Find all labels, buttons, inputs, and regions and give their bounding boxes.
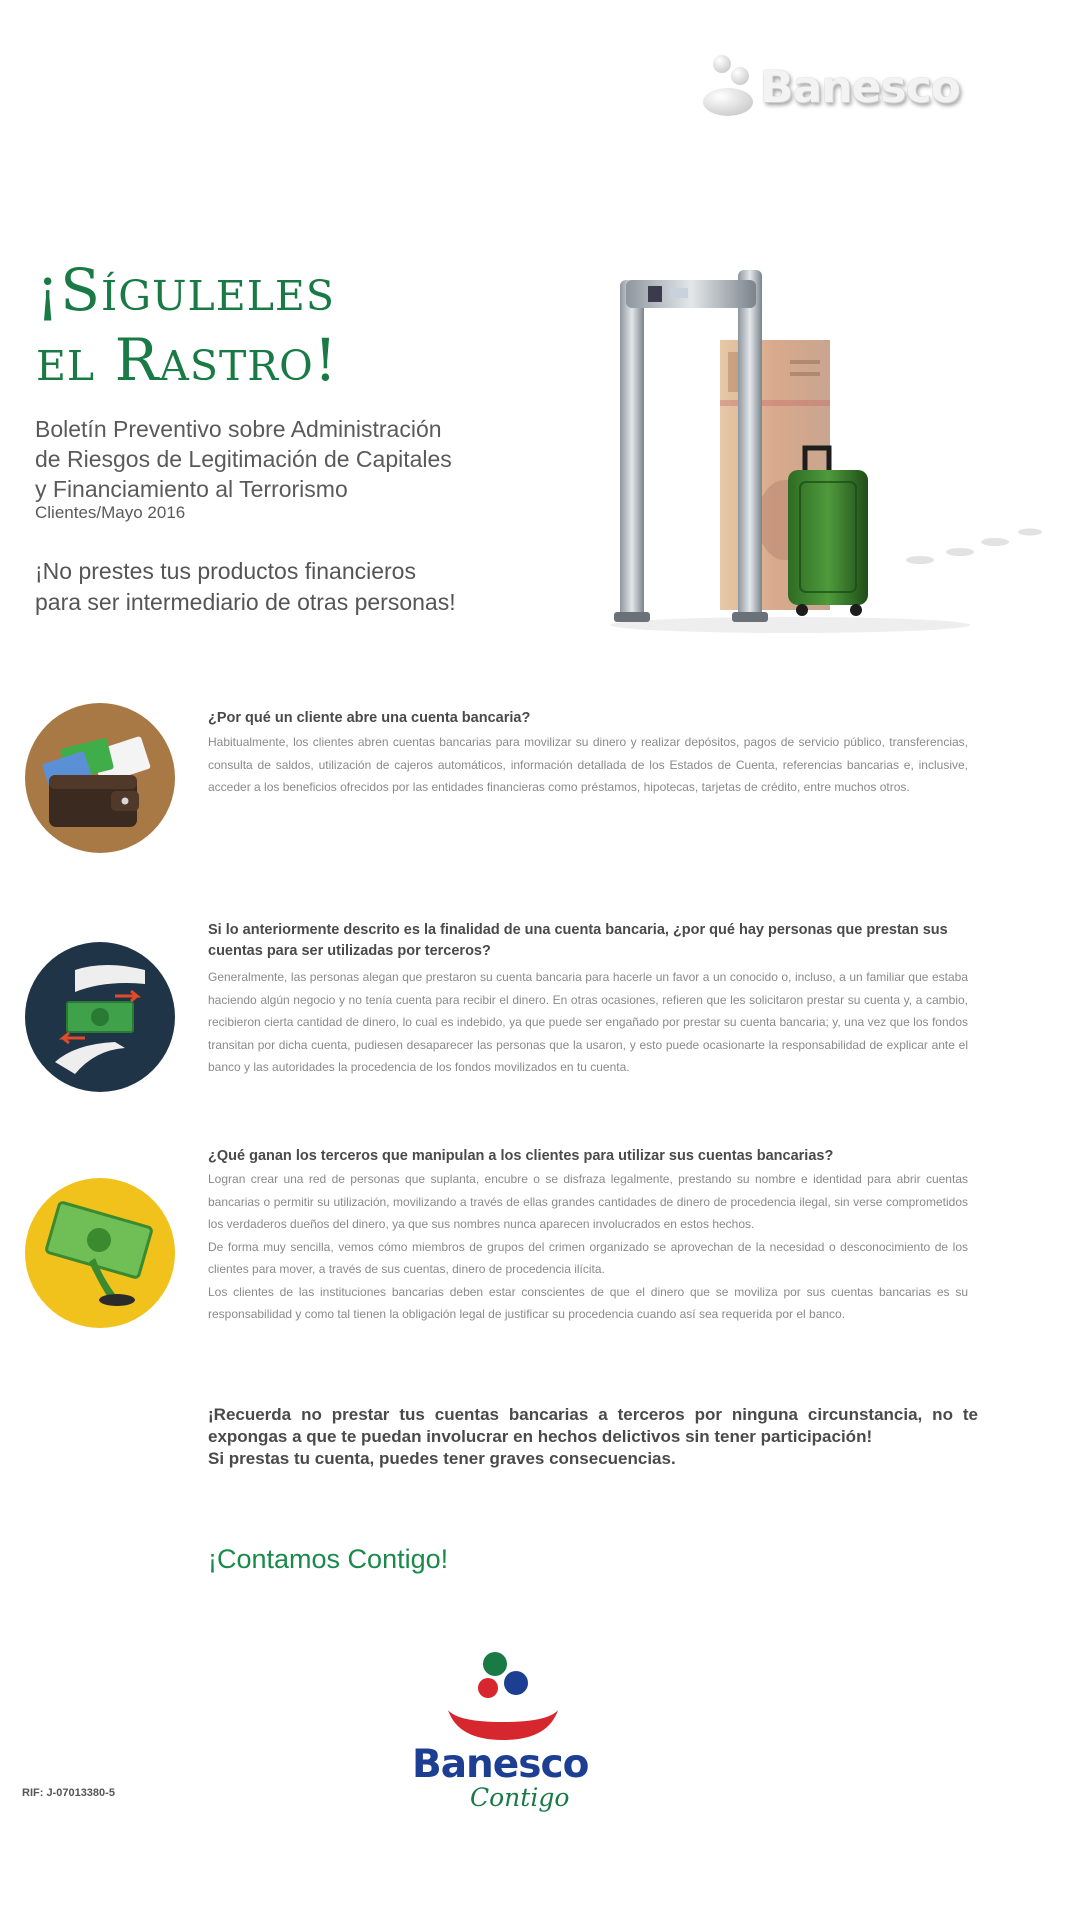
reminder-line: ¡Recuerda no prestar tus cuentas bancarias a terceros por ninguna circunstancia, no te expongas a que te puedan involucrar en hechos delictivos sin tener participación! bbox=[208, 1405, 978, 1446]
subtitle-line: y Financiamiento al Terrorismo bbox=[35, 476, 348, 502]
section-3-paragraph: Los clientes de las instituciones bancarias deben estar conscientes de que el dinero que se moviliza por sus cuentas bancarias es su responsabilidad y como tal tienen la obligación legal de justificar su procedencia cuando así sea requerida por el banco. bbox=[208, 1284, 968, 1321]
title-line-1: ¡Síguleles bbox=[36, 256, 335, 324]
top-logo bbox=[700, 52, 990, 132]
logo-mark-icon bbox=[440, 1650, 580, 1750]
subtitle-line: de Riesgos de Legitimación de Capitales bbox=[35, 446, 452, 472]
section-3-paragraph: De forma muy sencilla, vemos cómo miembros de grupos del crimen organizado se aprovechan de la necesidad o desconocimiento de los clientes para mover, a través de sus cuentas, dinero de procedencia ilícita. bbox=[208, 1239, 968, 1276]
bulletin-date: Clientes/Mayo 2016 bbox=[35, 503, 186, 522]
logo-mark-icon bbox=[700, 52, 760, 122]
section-2-icon bbox=[25, 942, 175, 1092]
reminder-line: Si prestas tu cuenta, puedes tener graves consecuencias. bbox=[208, 1449, 676, 1468]
hero-illustration bbox=[590, 260, 1060, 640]
section-1-paragraph: Habitualmente, los clientes abren cuentas bancarias para movilizar su dinero y realizar depósitos, pagos de servicio público, transferencias, consulta de saldos, utilización de cajeros automáticos, información detallada de los Estados de Cuenta, referencias bancarias e, inclusive, acceder a los beneficios ofrecidos por las entidades financieras como préstamos, hipotecas, tarjetas de crédito, entre muchos otros. bbox=[208, 735, 968, 794]
section-3-paragraph: Logran crear una red de personas que suplanta, encubre o se disfraza legalmente, prestando su nombre e identidad para abrir cuentas bancarias o permitir su utilización, movilizando a través de ellas grandes cantidades de dinero de procedencia ilegal, sin verse comprometidos los verdaderos dueños del dinero, ya que sus nombres nunca aparecen involucrados en estos hechos. bbox=[208, 1172, 968, 1231]
bottom-logo bbox=[410, 1650, 615, 1820]
metal-detector-icon bbox=[614, 270, 768, 622]
page-title bbox=[36, 255, 536, 395]
top-logo-text: Banesco bbox=[760, 62, 960, 113]
hero-message-line: para ser intermediario de otras personas! bbox=[35, 589, 456, 615]
money-drain-icon bbox=[25, 1178, 175, 1328]
suitcase-icon bbox=[788, 448, 868, 616]
subtitle bbox=[35, 414, 555, 504]
section-3-heading: ¿Qué ganan los terceros que manipulan a los clientes para utilizar sus cuentas bancarias? bbox=[208, 1148, 834, 1164]
section-1-heading: ¿Por qué un cliente abre una cuenta bancaria? bbox=[208, 710, 531, 726]
section-1-body bbox=[208, 731, 968, 799]
hero-message bbox=[35, 556, 555, 618]
section-2-paragraph: Generalmente, las personas alegan que prestaron su cuenta bancaria para hacerle un favor a un conocido o, incluso, a un familiar que estaba haciendo algún negocio y no tenía cuenta para recibir el dinero. En otras ocasiones, refieren que les solicitaron prestar su cuenta y, a cambio, recibieron cierta cantidad de dinero, lo cual es indebido, ya que puede ser engañado por prestar su cuenta bancaria; y, una vez que los fondos transitan por dicha cuenta, pudiesen desaparecer las personas que la usaron, y esto puede ocasionarte la responsabilidad de explicar ante el banco y las autoridades la procedencia de los fondos movilizados en tu cuenta. bbox=[208, 970, 968, 1074]
section-2-body bbox=[208, 966, 968, 1079]
rif-number: RIF: J-07013380-5 bbox=[22, 1787, 115, 1799]
bottom-logo-text: Banesco bbox=[412, 1742, 589, 1787]
section-1-icon bbox=[25, 703, 175, 853]
subtitle-line: Boletín Preventivo sobre Administración bbox=[35, 416, 442, 442]
closing-message: ¡Contamos Contigo! bbox=[208, 1544, 449, 1574]
title-line-2: el Rastro! bbox=[36, 326, 339, 394]
section-3-body bbox=[208, 1168, 968, 1326]
wallet-icon bbox=[25, 703, 175, 853]
section-2-heading: Si lo anteriormente descrito es la finalidad de una cuenta bancaria, ¿por qué hay personas que prestan sus cuentas para ser utilizadas por terceros? bbox=[208, 922, 948, 959]
bottom-logo-tagline: Contigo bbox=[470, 1783, 570, 1812]
section-3-icon bbox=[25, 1178, 175, 1328]
money-transfer-icon bbox=[25, 942, 175, 1092]
footprints bbox=[906, 529, 1042, 565]
hero-message-line: ¡No prestes tus productos financieros bbox=[35, 558, 416, 584]
reminder bbox=[208, 1404, 978, 1470]
